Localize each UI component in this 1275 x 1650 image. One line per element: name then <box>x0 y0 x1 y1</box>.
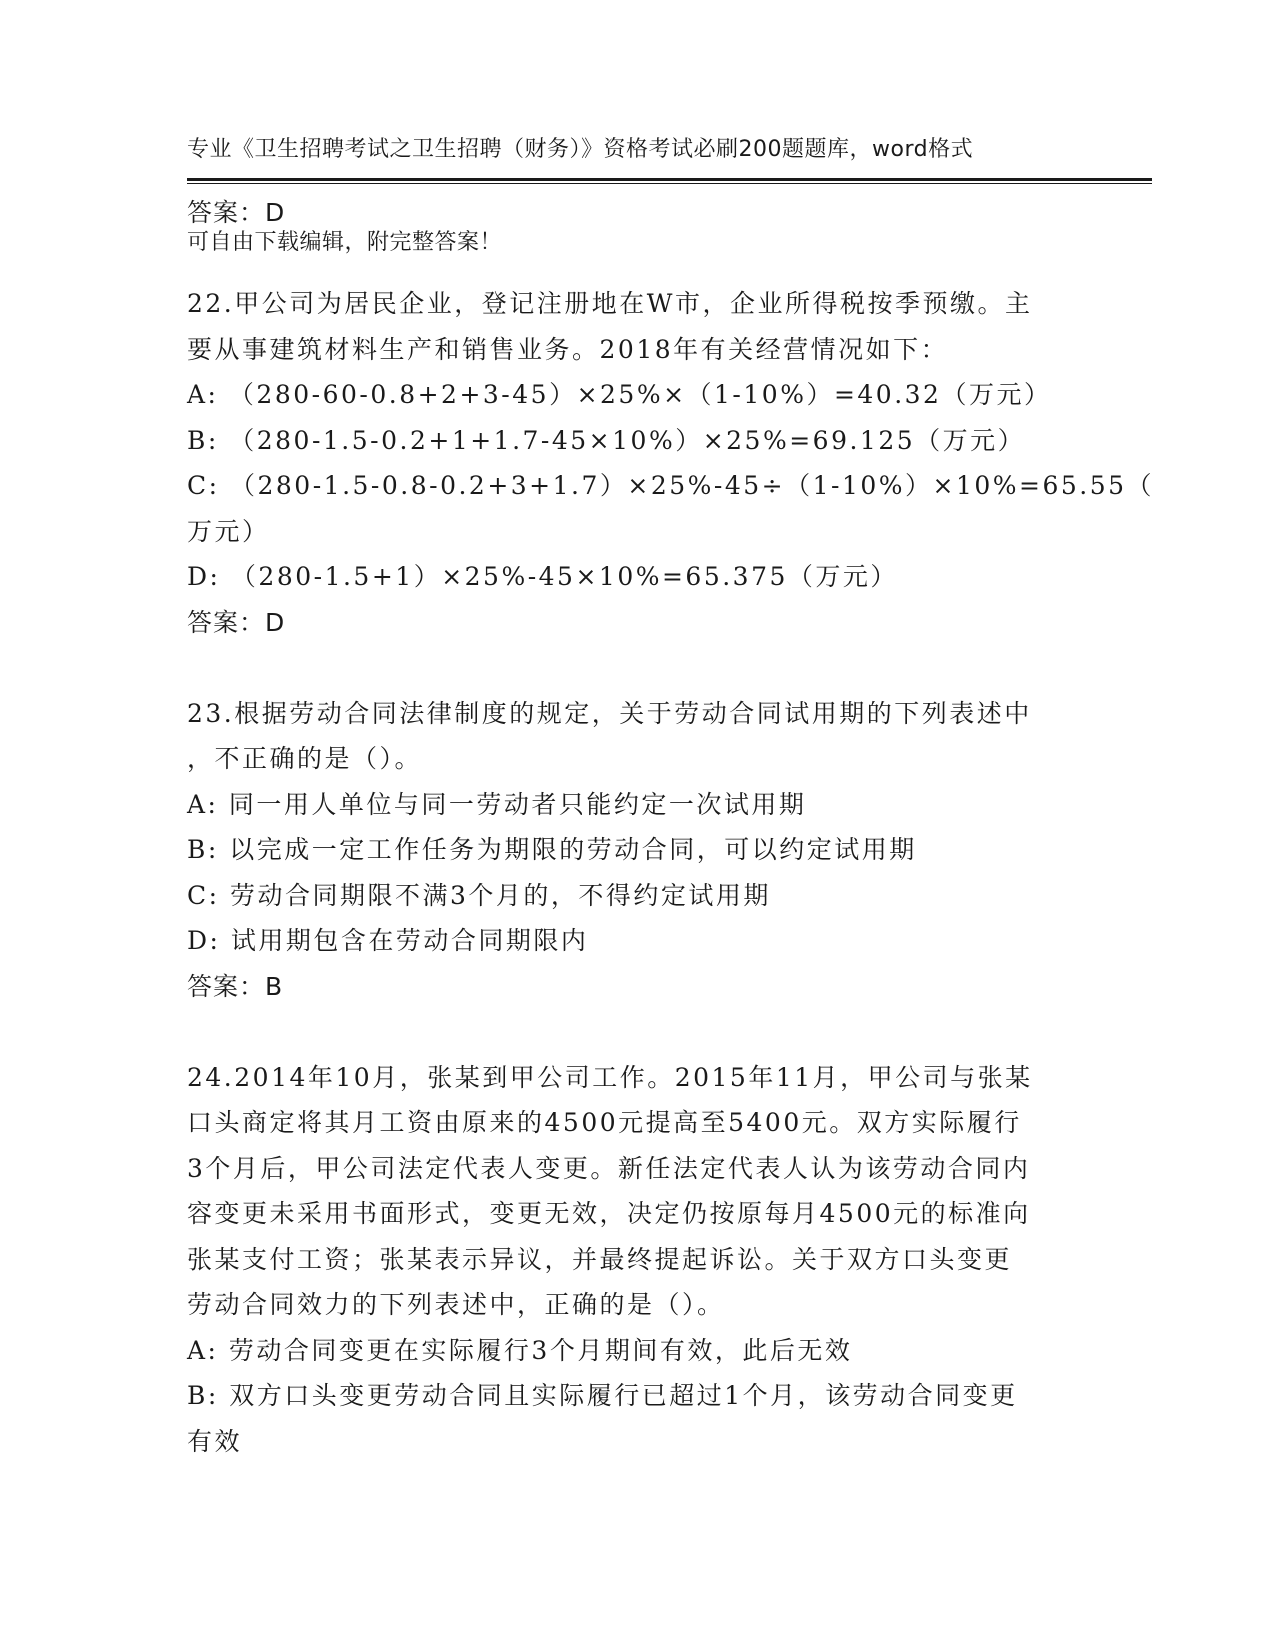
header-line-2: 可自由下载编辑，附完整答案！ <box>187 230 503 255</box>
answer-label: 答案：D <box>187 607 286 637</box>
answer-label: 答案：D <box>187 198 286 227</box>
block-spacer <box>187 645 1087 691</box>
option-d: D: （280-1.5+1）×25%-45×10%=65.375（万元） <box>187 562 898 591</box>
option-b: B: 双方口头变更劳动合同且实际履行已超过1个月，该劳动合同变更 <box>187 1381 1018 1410</box>
question-stem-line: 23.根据劳动合同法律制度的规定，关于劳动合同试用期的下列表述中 <box>187 698 1032 728</box>
question-22 <box>187 281 1155 645</box>
question-stem-line: 劳动合同效力的下列表述中，正确的是（）。 <box>187 1290 725 1319</box>
question-24 <box>187 1055 1087 1465</box>
header-divider-thick <box>187 178 1152 181</box>
option-b: B: 以完成一定工作任务为期限的劳动合同，可以约定试用期 <box>187 835 917 864</box>
document-body <box>187 190 1155 1464</box>
question-stem-line: 张某支付工资；张某表示异议，并最终提起诉讼。关于双方口头变更 <box>187 1244 1013 1274</box>
answer-label: 答案：B <box>187 971 284 1001</box>
option-a: A: 同一用人单位与同一劳动者只能约定一次试用期 <box>187 789 807 819</box>
option-c: C: （280-1.5-0.8-0.2+3+1.7）×25%-45÷（1-10%）×10%=65.55（ <box>187 471 1155 500</box>
header-divider-thin <box>187 183 1152 184</box>
question-stem-line: 24.2014年10月，张某到甲公司工作。2015年11月，甲公司与张某 <box>187 1062 1033 1092</box>
block-spacer <box>187 1009 1087 1055</box>
option-a: A: 劳动合同变更在实际履行3个月期间有效，此后无效 <box>187 1335 853 1365</box>
block-spacer <box>187 236 1087 282</box>
option-d: D: 试用期包含在劳动合同期限内 <box>187 926 589 955</box>
option-a: A: （280-60-0.8+2+3-45）×25%×（1-10%）=40.32（万元） <box>187 380 1052 409</box>
question-stem-line: ，不正确的是（）。 <box>187 744 423 773</box>
option-b: B: （280-1.5-0.2+1+1.7-45×10%）×25%=69.125（万元） <box>187 425 1026 455</box>
question-stem-line: 22.甲公司为居民企业，登记注册地在W市，企业所得税按季预缴。主 <box>187 289 1033 318</box>
question-stem-line: 3个月后，甲公司法定代表人变更。新任法定代表人认为该劳动合同内 <box>187 1153 1031 1183</box>
question-23 <box>187 691 1087 1010</box>
header-line-1: 专业《卫生招聘考试之卫生招聘（财务）》资格考试必刷200题题库，word格式 <box>187 137 974 162</box>
question-stem-line: 要从事建筑材料生产和销售业务。2018年有关经营情况如下： <box>187 334 949 364</box>
option-b-continued: 有效 <box>187 1426 243 1456</box>
question-stem-line: 容变更未采用书面形式，变更无效，决定仍按原每月4500元的标准向 <box>187 1199 1031 1228</box>
question-stem-line: 口头商定将其月工资由原来的4500元提高至5400元。双方实际履行 <box>187 1108 1022 1137</box>
option-c: C: 劳动合同期限不满3个月的，不得约定试用期 <box>187 880 771 910</box>
option-c-continued: 万元） <box>187 516 270 546</box>
